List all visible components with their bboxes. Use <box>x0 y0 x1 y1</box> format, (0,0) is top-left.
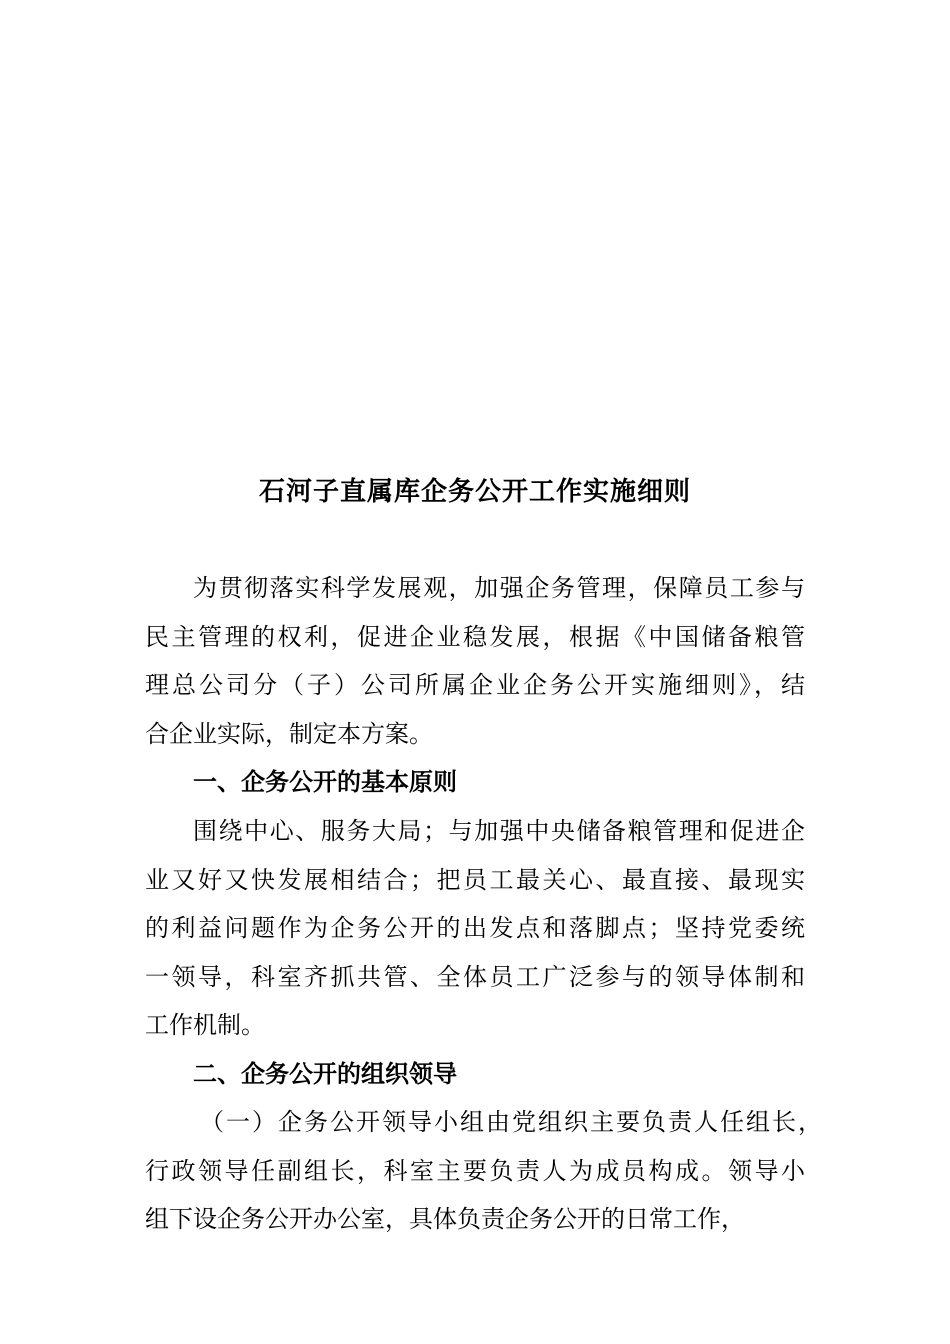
section1-line-1: 围绕中心、服务大局；与加强中央储备粮管理和促进企 <box>193 817 805 845</box>
section2-line-1: （一）企务公开领导小组由党组织主要负责人任组长， <box>200 1108 822 1136</box>
intro-line-2: 民主管理的权利，促进企业稳发展，根据《中国储备粮管 <box>145 623 805 651</box>
section2-line-3: 组下设企务公开办公室，具体负责企务公开的日常工作， <box>145 1205 745 1233</box>
section1-heading: 一、企务公开的基本原则 <box>193 767 457 796</box>
section2-line-2: 行政领导任副组长，科室主要负责人为成员构成。领导小 <box>145 1157 805 1185</box>
intro-line-1: 为贯彻落实科学发展观，加强企务管理，保障员工参与 <box>193 574 805 602</box>
intro-line-4: 合企业实际，制定本方案。 <box>145 720 433 748</box>
section1-line-5: 工作机制。 <box>145 1011 265 1039</box>
section2-heading: 二、企务公开的组织领导 <box>193 1059 457 1088</box>
section1-line-3: 的利益问题作为企务公开的出发点和落脚点；坚持党委统 <box>145 914 805 942</box>
section1-line-2: 业又好又快发展相结合；把员工最关心、最直接、最现实 <box>145 866 805 894</box>
document-title: 石河子直属库企务公开工作实施细则 <box>258 477 691 507</box>
intro-line-3: 理总公司分（子）公司所属企业企务公开实施细则》，结 <box>145 671 805 699</box>
section1-line-4: 一领导，科室齐抓共管、全体员工广泛参与的领导体制和 <box>145 963 805 991</box>
